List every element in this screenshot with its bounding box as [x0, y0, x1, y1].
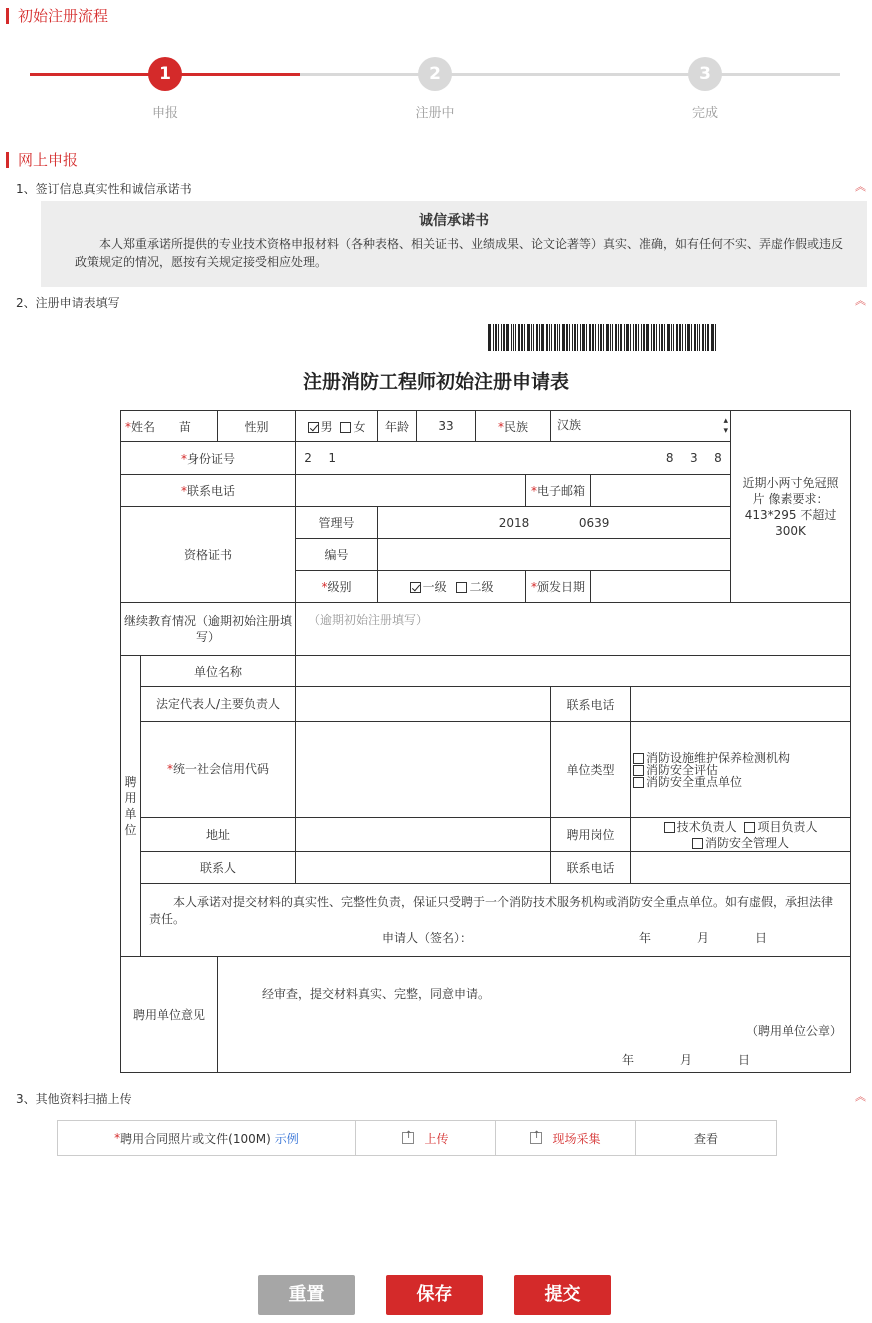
barcode-bar — [521, 324, 523, 351]
upload-button[interactable]: ↑ 上传 — [356, 1121, 496, 1155]
applicant-sign-label: 申请人（签名）： — [382, 931, 473, 945]
post-checkbox[interactable] — [744, 822, 755, 833]
progress-steps — [30, 58, 840, 128]
legal-phone-label: 联系电话 — [551, 687, 631, 722]
barcode-bar — [559, 324, 560, 351]
barcode-bar — [633, 324, 634, 351]
barcode-bar — [603, 324, 604, 351]
barcode-bar — [694, 324, 696, 351]
photo-box[interactable] — [731, 411, 851, 603]
barcode-bar — [551, 324, 552, 351]
barcode-bar — [615, 324, 617, 351]
step-2 — [385, 57, 485, 121]
contact-person-input[interactable] — [296, 852, 551, 884]
collapse-icon[interactable]: ︽ — [855, 1090, 866, 1103]
barcode-bar — [539, 324, 540, 351]
ethnic-label-cell: *民族 — [476, 411, 551, 442]
phone-label-cell: *联系电话 — [121, 475, 296, 507]
email-input[interactable] — [591, 475, 731, 507]
barcode-bar — [618, 324, 619, 351]
age-label: 年龄 — [378, 411, 417, 442]
barcode-bar — [513, 324, 514, 351]
barcode-bar — [707, 324, 709, 351]
unit-type-label: 单位类型 — [551, 722, 631, 818]
issue-date-label: 颁发日期 — [537, 580, 586, 594]
unit-type-options: 消防设施维护保养检测机构 消防安全评估 消防安全重点单位 — [631, 722, 851, 818]
upload-icon — [402, 1132, 414, 1144]
mgmt-no-input[interactable]: 2018 0639 — [378, 507, 731, 539]
barcode-bar — [679, 324, 681, 351]
barcode-bar — [562, 324, 565, 351]
barcode-bar — [664, 324, 665, 351]
barcode-bar — [699, 324, 700, 351]
barcode-bar — [531, 324, 532, 351]
unit-type-checkbox[interactable] — [633, 777, 644, 788]
select-arrow-icon: ▴ ▾ — [723, 416, 729, 436]
barcode-bar — [580, 324, 581, 351]
collapse-icon[interactable]: ︽ — [855, 294, 866, 307]
contact-phone-label: 联系电话 — [551, 852, 631, 884]
upload-row — [57, 1120, 777, 1156]
legal-phone-input[interactable] — [631, 687, 851, 722]
barcode-bar — [626, 324, 629, 351]
save-button[interactable]: 保存 — [386, 1275, 483, 1315]
barcode-bar — [598, 324, 599, 351]
barcode-bar — [533, 324, 534, 351]
age-input[interactable]: 33 — [417, 411, 476, 442]
barcode-bar — [495, 324, 497, 351]
unit-type-checkbox[interactable] — [633, 753, 644, 764]
post-options: 技术负责人 项目负责人 消防安全管理人 — [631, 818, 851, 852]
barcode-bar — [635, 324, 637, 351]
barcode-bar — [610, 324, 611, 351]
level-label: 级别 — [327, 580, 352, 594]
level-label-cell: *级别 — [296, 571, 378, 603]
level-1-checkbox[interactable] — [410, 582, 421, 593]
barcode-bar — [685, 324, 686, 351]
barcode-bar — [501, 324, 502, 351]
step-1 — [115, 57, 215, 121]
barcode-bar — [659, 324, 660, 351]
barcode-bar — [682, 324, 683, 351]
section-3-title: 3、其他资料扫描上传 — [16, 1092, 132, 1106]
barcode-bar — [697, 324, 698, 351]
step-1-circle: 1 — [148, 57, 182, 91]
contact-phone-input[interactable] — [631, 852, 851, 884]
phone-label: 联系电话 — [187, 484, 236, 498]
barcode-bar — [566, 324, 568, 351]
commit-cell: 本人承诺对提交材料的真实性、完整性负责，保证只受聘于一个消防技术服务机构或消防安全重点单位。如有虚假，承担法律责任。 申请人（签名）： 年 月 日 — [141, 884, 851, 957]
id-label: 身份证号 — [187, 451, 236, 466]
barcode-bar — [691, 324, 692, 351]
barcode-bar — [715, 324, 716, 351]
barcode-bar — [641, 324, 642, 351]
level-options: 一级 二级 — [378, 571, 526, 603]
address-input[interactable] — [296, 818, 551, 852]
cert-number-label: 编号 — [296, 539, 378, 571]
barcode-bar — [554, 324, 556, 351]
name-label-cell: *姓名 苗 — [121, 411, 218, 442]
barcode-bar — [656, 324, 657, 351]
id-label-cell: *身份证号 — [121, 442, 296, 475]
barcode-bar — [557, 324, 558, 351]
gender-male-checkbox[interactable] — [308, 422, 319, 433]
contract-upload-label-cell: * 聘用合同照片或文件(100M) 示例 — [58, 1121, 356, 1155]
level-2-checkbox[interactable] — [456, 582, 467, 593]
barcode-bar — [569, 324, 570, 351]
barcode-bar — [702, 324, 704, 351]
barcode-bar — [527, 324, 530, 351]
phone-input[interactable] — [296, 475, 526, 507]
barcode-bar — [572, 324, 573, 351]
submit-button[interactable]: 提交 — [514, 1275, 611, 1315]
employer-side-label: 聘 用 单 位 — [121, 656, 141, 957]
photo-note: 近期小两寸免冠照片 像素要求：413*295 不超过300K — [742, 475, 839, 538]
ethnic-label: 民族 — [504, 419, 529, 434]
credit-code-label-cell: *统一社会信用代码 — [141, 722, 296, 818]
opinion-label: 聘用单位意见 — [121, 957, 218, 1073]
barcode-bar — [524, 324, 525, 351]
opinion-cell: 经审查，提交材料真实、完整，同意申请。 （聘用单位公章） 年 月 日 — [218, 957, 851, 1073]
barcode-bar — [630, 324, 631, 351]
barcode-bar — [511, 324, 512, 351]
barcode-bar — [600, 324, 602, 351]
barcode-bar — [671, 324, 672, 351]
name-input[interactable]: 苗 — [178, 419, 191, 434]
email-label: 电子邮箱 — [537, 484, 586, 498]
barcode-bar — [673, 324, 674, 351]
barcode-bar — [549, 324, 550, 351]
collapse-icon[interactable]: ︽ — [855, 180, 866, 193]
cert-label: 资格证书 — [121, 507, 296, 603]
example-link[interactable]: 示例 — [274, 1131, 299, 1146]
pledge-title: 诚信承诺书 — [419, 213, 489, 229]
step-2-circle: 2 — [418, 57, 452, 91]
commit-text: 本人承诺对提交材料的真实性、完整性负责，保证只受聘于一个消防技术服务机构或消防安全重点单位。如有虚假，承担法律责任。 — [149, 895, 834, 926]
step-3-circle: 3 — [688, 57, 722, 91]
form-title: 注册消防工程师初始注册申请表 — [302, 371, 569, 393]
barcode-bar — [620, 324, 622, 351]
barcode-bar — [606, 324, 609, 351]
barcode-bar — [506, 324, 509, 351]
barcode-bar — [638, 324, 639, 351]
credit-code-label: 统一社会信用代码 — [173, 762, 270, 776]
barcode-bar — [503, 324, 505, 351]
barcode-bar — [643, 324, 645, 351]
barcode-bar — [592, 324, 594, 351]
step-2-label: 注册中 — [415, 106, 455, 121]
post-checkbox[interactable] — [692, 838, 703, 849]
step-3-label: 完成 — [691, 106, 718, 121]
cert-number-input[interactable] — [378, 539, 731, 571]
pledge-body: 本人郑重承诺所提供的专业技术资格申报材料（各种表格、相关证书、业绩成果、论文论著等）真实、准确，如有任何不实、弄虚作假或违反政策规定的情况，愿按有关规定接受相应处理。 — [75, 237, 844, 269]
barcode-bar — [646, 324, 649, 351]
barcode-bar — [705, 324, 706, 351]
ethnic-select[interactable]: 汉族 ▴ ▾ — [551, 411, 731, 442]
barcode-bar — [651, 324, 652, 351]
gender-female-checkbox[interactable] — [340, 422, 351, 433]
edu-input[interactable]: （逾期初始注册填写） — [296, 603, 851, 656]
barcode-image — [488, 324, 750, 351]
mgmt-no-label: 管理号 — [296, 507, 378, 539]
address-label: 地址 — [141, 818, 296, 852]
legal-rep-label: 法定代表人/主要负责人 — [141, 687, 296, 722]
opinion-text: 经审查，提交材料真实、完整，同意申请。 — [262, 987, 491, 1001]
barcode-bar — [493, 324, 494, 351]
contract-upload-label: 聘用合同照片或文件(100M) — [120, 1131, 271, 1146]
online-title: 网上申报 — [6, 152, 78, 168]
contact-person-label: 联系人 — [141, 852, 296, 884]
barcode-bar — [624, 324, 625, 351]
barcode-bar — [661, 324, 663, 351]
flow-title: 初始注册流程 — [6, 8, 108, 24]
unit-name-input[interactable] — [296, 656, 851, 687]
step-1-label: 申报 — [151, 106, 178, 121]
barcode-bar — [595, 324, 596, 351]
step-3 — [655, 57, 755, 121]
unit-name-label: 单位名称 — [141, 656, 296, 687]
edu-label: 继续教育情况（逾期初始注册填写） — [121, 603, 296, 656]
name-label: 姓名 — [131, 419, 156, 434]
credit-code-input[interactable] — [296, 722, 551, 818]
barcode-bar — [498, 324, 499, 351]
unit-type-checkbox[interactable] — [633, 765, 644, 776]
seal-text: （聘用单位公章） — [746, 1024, 843, 1038]
barcode-bar — [488, 324, 491, 351]
section-1-title: 1、签订信息真实性和诚信承诺书 — [16, 182, 192, 196]
id-input[interactable]: 2 1 8 3 8 — [296, 442, 731, 475]
section-2-title: 2、注册申请表填写 — [16, 296, 120, 310]
barcode-bar — [612, 324, 613, 351]
capture-icon — [530, 1132, 542, 1144]
barcode-bar — [653, 324, 655, 351]
barcode-bar — [518, 324, 520, 351]
barcode-bar — [515, 324, 516, 351]
barcode-bar — [586, 324, 587, 351]
pledge-box — [41, 201, 867, 287]
post-checkbox[interactable] — [664, 822, 675, 833]
application-form — [120, 410, 851, 1073]
barcode-bar — [582, 324, 585, 351]
barcode-bar — [536, 324, 538, 351]
barcode-bar — [577, 324, 578, 351]
capture-button[interactable]: ↑ 现场采集 — [496, 1121, 636, 1155]
issue-date-input[interactable] — [591, 571, 731, 603]
email-label-cell: *电子邮箱 — [526, 475, 591, 507]
legal-rep-input[interactable] — [296, 687, 551, 722]
reset-button[interactable]: 重置 — [258, 1275, 355, 1315]
barcode-bar — [711, 324, 714, 351]
barcode-bar — [546, 324, 548, 351]
gender-label: 性别 — [218, 411, 296, 442]
barcode-bar — [687, 324, 690, 351]
barcode-bar — [667, 324, 670, 351]
barcode-bar — [574, 324, 576, 351]
gender-options: 男 女 — [296, 411, 378, 442]
barcode-bar — [589, 324, 591, 351]
view-button[interactable]: 查看 — [693, 1131, 718, 1146]
issue-date-label-cell: *颁发日期 — [526, 571, 591, 603]
barcode-bar — [541, 324, 544, 351]
post-label: 聘用岗位 — [551, 818, 631, 852]
barcode-bar — [676, 324, 678, 351]
